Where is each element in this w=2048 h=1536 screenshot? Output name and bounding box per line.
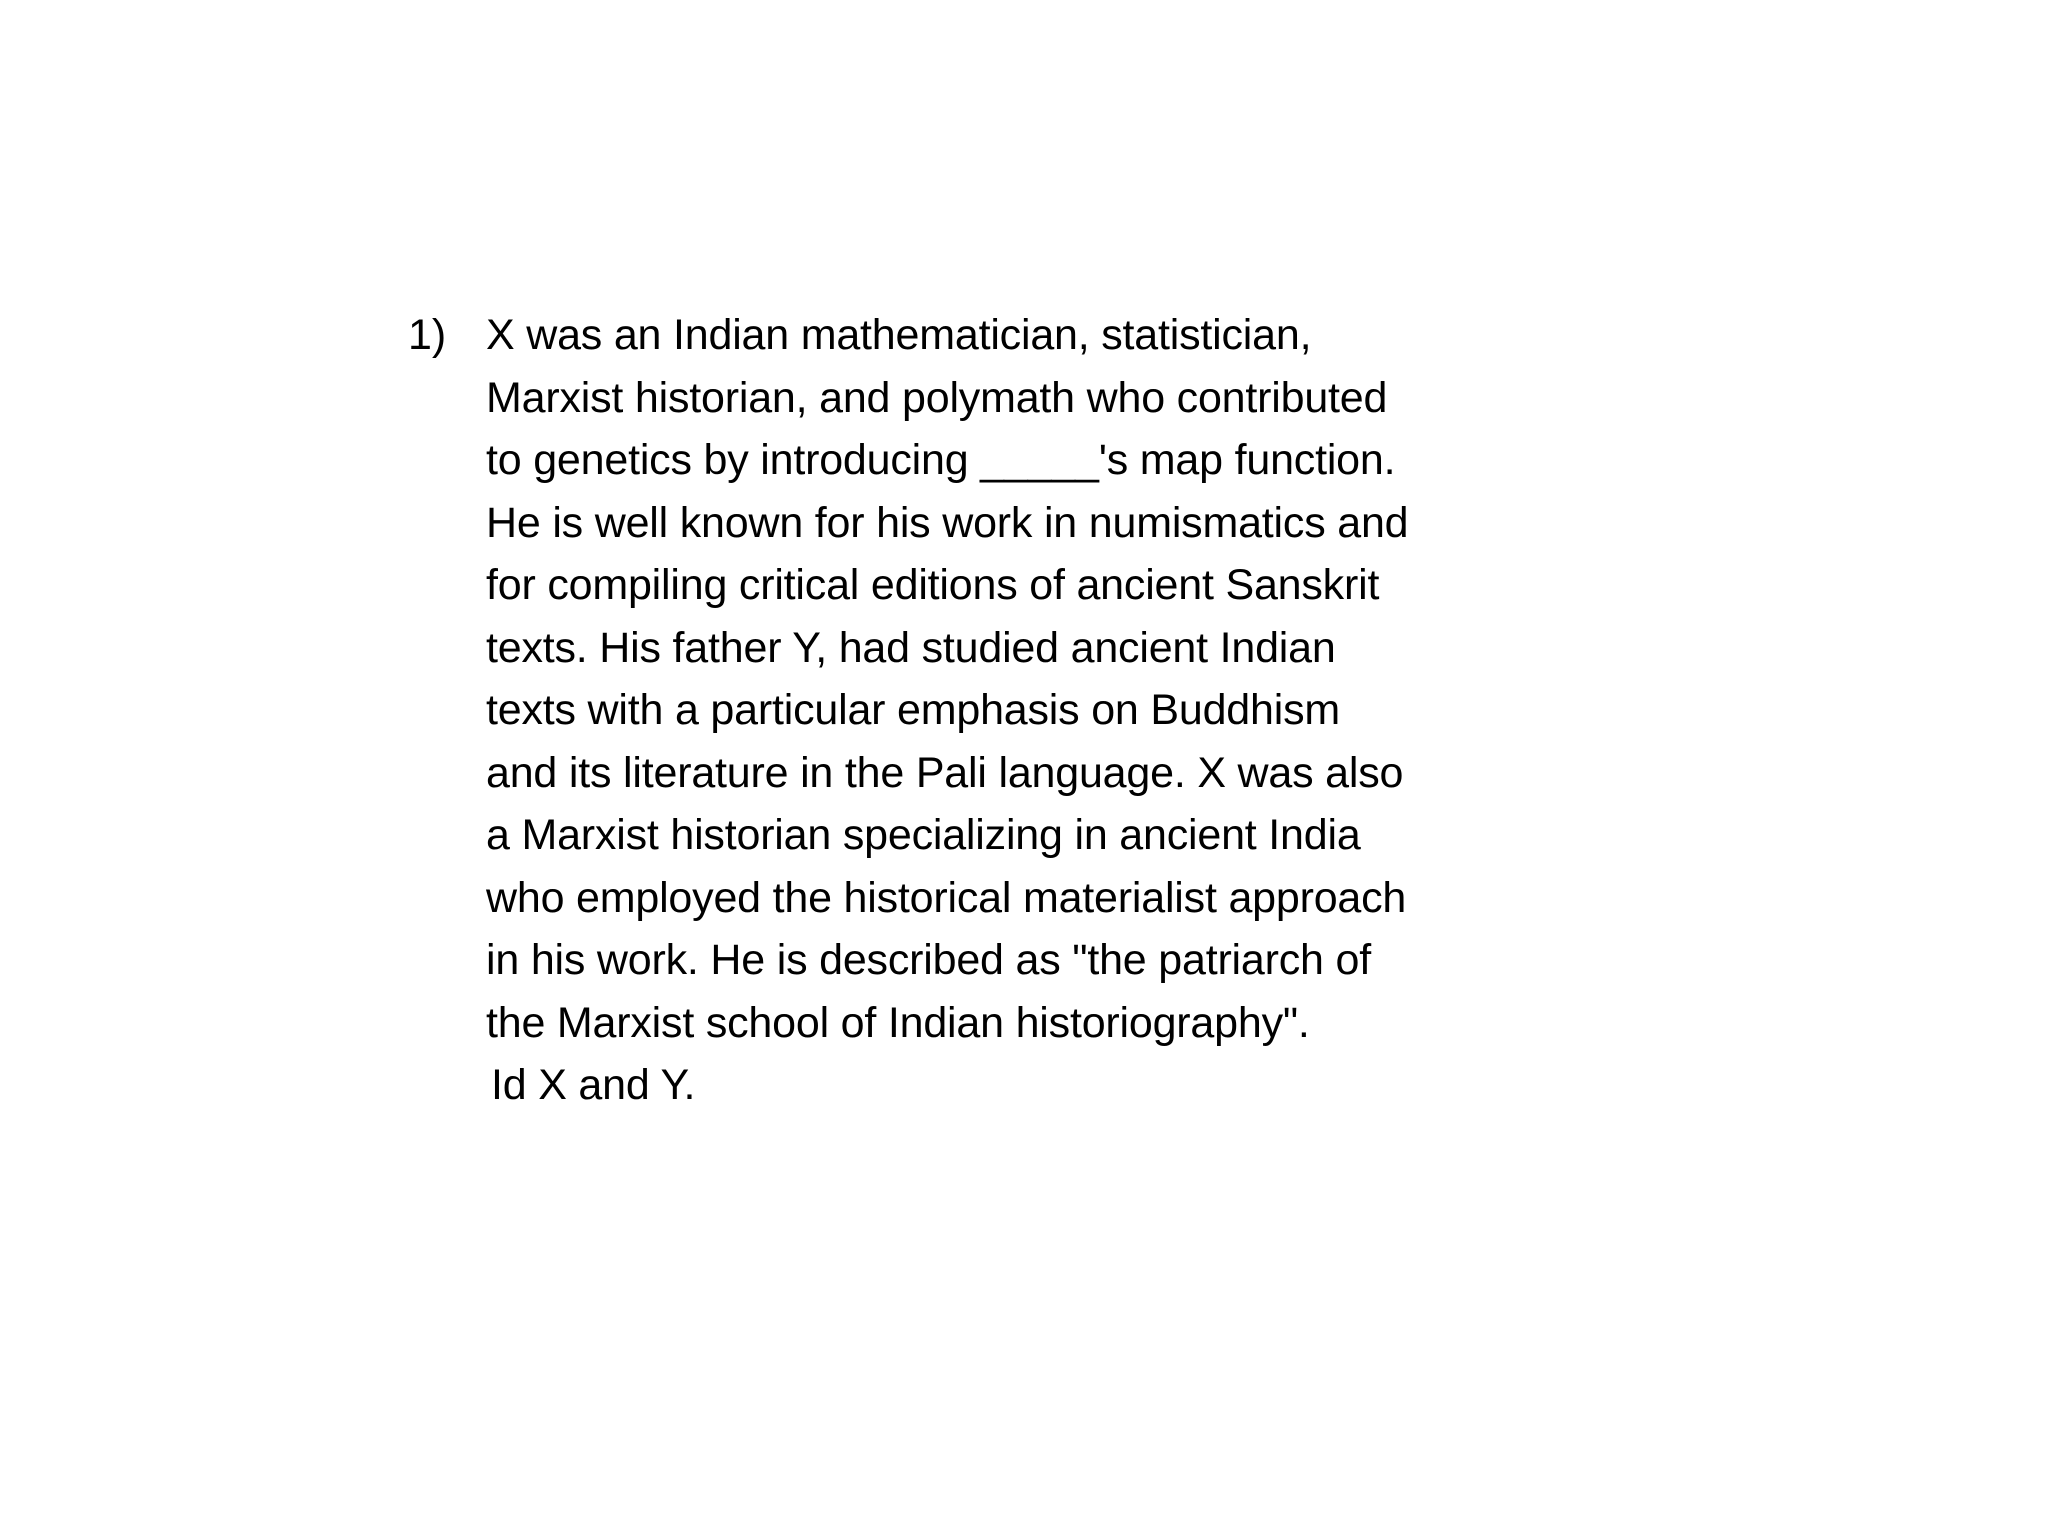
question-line: and its literature in the Pali language. X was also — [486, 748, 1404, 797]
question-line: to genetics by introducing _____'s map function. — [486, 436, 1396, 484]
question-line: a Marxist historian specializing in ancient India — [486, 811, 1361, 859]
question-line: in his work. He is described as "the patriarch of — [486, 936, 1371, 984]
question-number: 1) — [408, 311, 447, 359]
question-line: who employed the historical materialist approach — [486, 873, 1407, 922]
question-prompt: Id X and Y. — [491, 1061, 696, 1109]
question-line: texts. His father Y, had studied ancient Indian — [486, 623, 1336, 672]
question-block — [408, 304, 1558, 1117]
question-line: texts with a particular emphasis on Buddhism — [486, 686, 1340, 734]
question-line: Marxist historian, and polymath who contributed — [486, 373, 1388, 422]
question-line: X was an Indian mathematician, statistician, — [486, 311, 1312, 359]
question-line: for compiling critical editions of ancient Sanskrit — [486, 561, 1380, 609]
question-line: the Marxist school of Indian historiography". — [486, 998, 1310, 1047]
question-line: He is well known for his work in numismatics and — [486, 498, 1409, 547]
question-text — [486, 304, 1558, 1117]
